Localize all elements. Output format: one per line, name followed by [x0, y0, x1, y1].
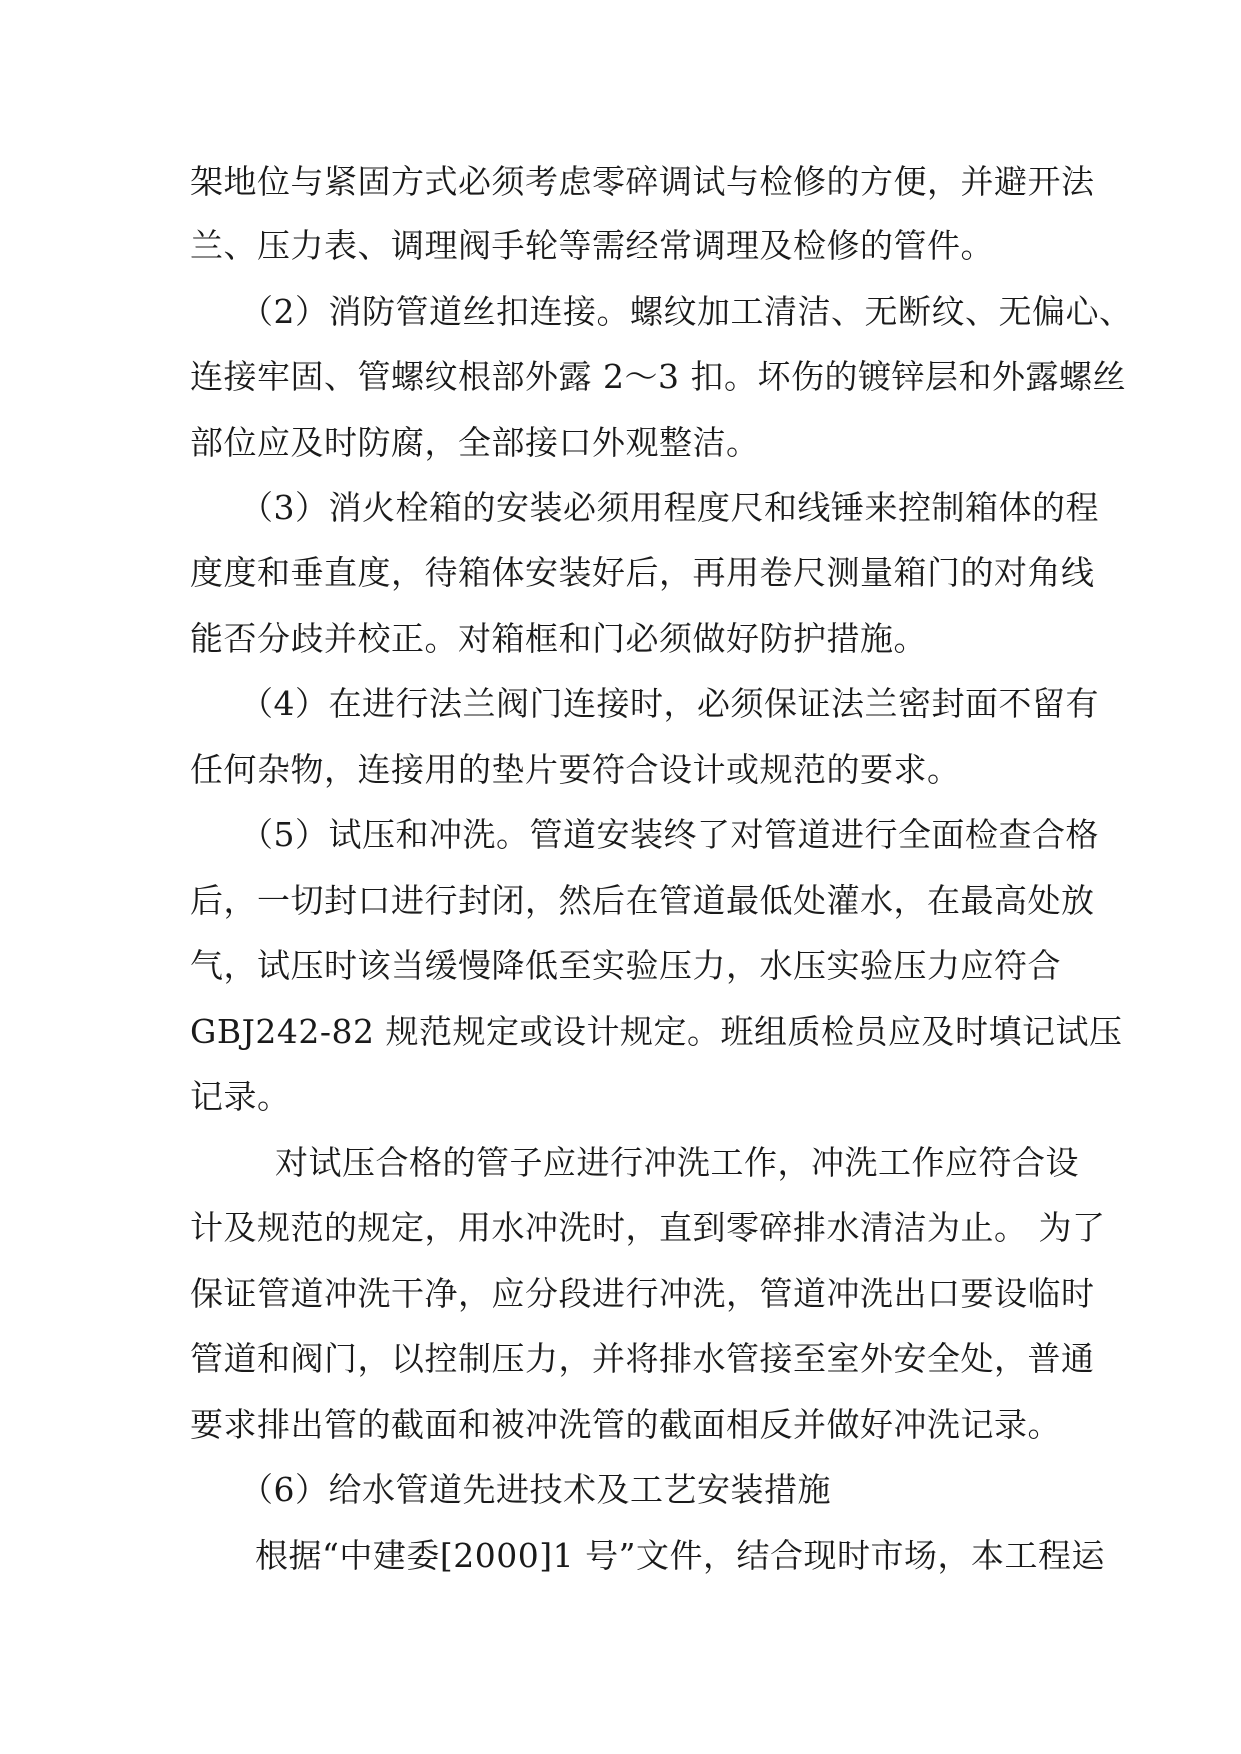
text-line: 架地位与紧固方式必须考虑零碎调试与检修的方便，并避开法	[190, 162, 1095, 201]
text-line: 气，试压时该当缓慢降低至实验压力，水压实验压力应符合	[190, 946, 1061, 985]
text-line: 度度和垂直度，待箱体安装好后，再用卷尺测量箱门的对角线	[190, 553, 1095, 592]
text-line: 记录。	[190, 1077, 291, 1116]
text-line: 对试压合格的管子应进行冲洗工作，冲洗工作应符合设	[275, 1143, 1079, 1182]
text-line: 能否分歧并校正。对箱框和门必须做好防护措施。	[190, 619, 927, 658]
text-line: （6）给水管道先进技术及工艺安装措施	[240, 1470, 831, 1509]
text-line: 管道和阀门，以控制压力，并将排水管接至室外安全处，普通	[190, 1339, 1095, 1378]
text-line: （3）消火栓箱的安装必须用程度尺和线锤来控制箱体的程	[240, 488, 1099, 527]
text-line: 保证管道冲洗干净，应分段进行冲洗，管道冲洗出口要设临时	[190, 1274, 1095, 1313]
text-line: 后，一切封口进行封闭，然后在管道最低处灌水，在最高处放	[190, 881, 1095, 920]
text-line: （5）试压和冲洗。管道安装终了对管道进行全面检查合格	[240, 815, 1099, 854]
text-line: 连接牢固、管螺纹根部外露 2～3 扣。坏伤的镀锌层和外露螺丝	[190, 357, 1126, 396]
text-line: 兰、压力表、调理阀手轮等需经常调理及检修的管件。	[190, 226, 994, 265]
text-line: 部位应及时防腐，全部接口外观整洁。	[190, 423, 760, 462]
text-line: 根据“中建委[2000]1 号”文件，结合现时市场，本工程运	[255, 1536, 1105, 1575]
text-line: 要求排出管的截面和被冲洗管的截面相反并做好冲洗记录。	[190, 1405, 1061, 1444]
text-line: 计及规范的规定，用水冲洗时，直到零碎排水清洁为止。 为了	[190, 1208, 1106, 1247]
text-line: （4）在进行法兰阀门连接时，必须保证法兰密封面不留有	[240, 684, 1099, 723]
text-line: （2）消防管道丝扣连接。螺纹加工清洁、无断纹、无偏心、	[240, 292, 1133, 331]
text-line: 任何杂物，连接用的垫片要符合设计或规范的要求。	[190, 750, 961, 789]
text-line: GBJ242-82 规范规定或设计规定。班组质检员应及时填记试压	[190, 1012, 1123, 1051]
